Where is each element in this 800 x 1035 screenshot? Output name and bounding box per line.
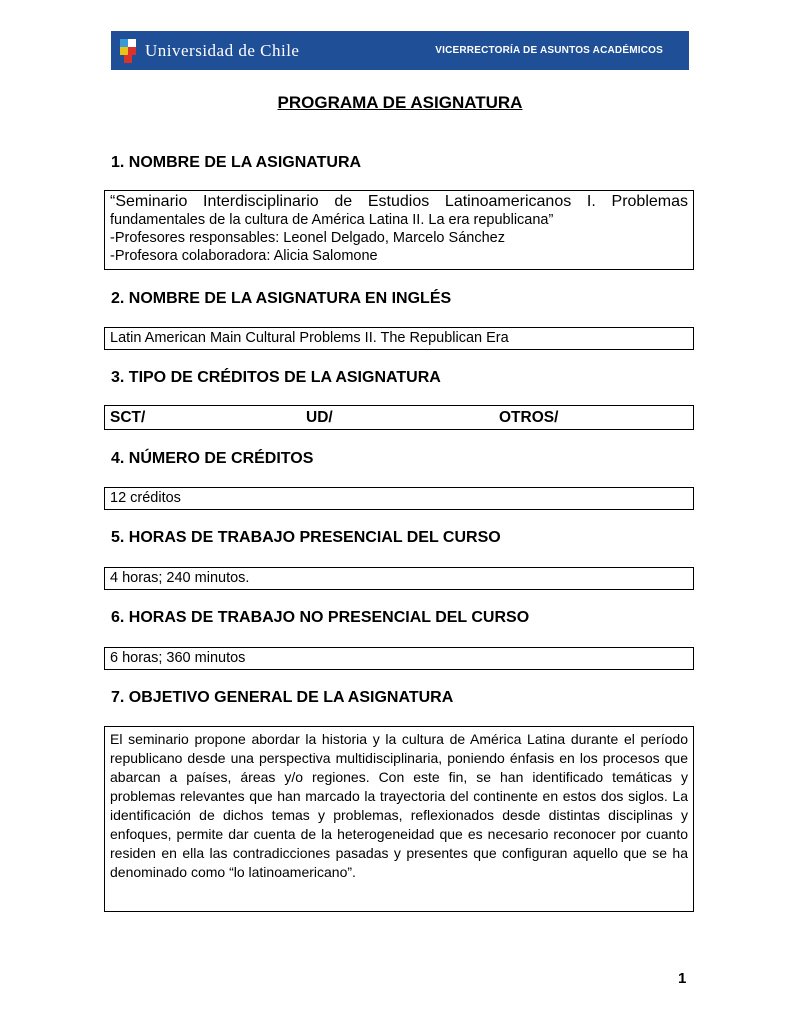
section-2-box bbox=[104, 327, 694, 350]
course-name-line-1: “Seminario Interdisciplinario de Estudios Latinoamericanos I. Problemas bbox=[110, 193, 688, 210]
header-banner bbox=[111, 31, 689, 70]
section-6-box bbox=[104, 647, 694, 670]
responsible-professors: -Profesores responsables: Leonel Delgado, Marcelo Sánchez bbox=[110, 230, 505, 246]
credit-type-otros: OTROS/ bbox=[499, 409, 559, 426]
course-name-line-2: fundamentales de la cultura de América Latina II. La era republicana” bbox=[110, 212, 554, 228]
institution-name: Universidad de Chile bbox=[145, 40, 300, 60]
section-7-box bbox=[104, 726, 694, 912]
section-2-heading: 2. NOMBRE DE LA ASIGNATURA EN INGLÉS bbox=[111, 290, 452, 307]
non-presential-hours: 6 horas; 360 minutos bbox=[110, 650, 246, 666]
section-3-heading: 3. TIPO DE CRÉDITOS DE LA ASIGNATURA bbox=[111, 369, 441, 386]
credit-count: 12 créditos bbox=[110, 490, 181, 506]
section-1-box bbox=[104, 190, 694, 270]
section-6-heading: 6. HORAS DE TRABAJO NO PRESENCIAL DEL CURSO bbox=[111, 609, 530, 626]
section-5-heading: 5. HORAS DE TRABAJO PRESENCIAL DEL CURSO bbox=[111, 529, 501, 546]
section-4-heading: 4. NÚMERO DE CRÉDITOS bbox=[111, 450, 314, 467]
page-number: 1 bbox=[678, 970, 687, 987]
general-objective-text: El seminario propone abordar la historia y la cultura de América Latina durante el período republicano desde una perspectiva multidisciplinaria, poniendo énfasis en los procesos que abarcan a países, áreas y/o regiones. Con este fin, se han identificado temáticas y problemas relevantes que han marcado la trayectoria del continente en estos dos siglos. La identificación de dichos temas y problemas, reflexionados desde distintas disciplinas y enfoques, permite dar cuenta de la heterogeneidad que es necesario reconocer por cuanto residen en ella las contradicciones pasadas y presentes que configuran aquello que se ha denominado como “lo latinoamericano”. bbox=[110, 731, 688, 880]
university-crest-icon bbox=[119, 38, 137, 64]
credit-type-ud: UD/ bbox=[306, 409, 333, 426]
document-title: PROGRAMA DE ASIGNATURA bbox=[277, 93, 523, 112]
credit-type-sct: SCT/ bbox=[110, 409, 146, 426]
section-7-heading: 7. OBJETIVO GENERAL DE LA ASIGNATURA bbox=[111, 689, 454, 706]
section-5-box bbox=[104, 567, 694, 590]
english-course-name: Latin American Main Cultural Problems II. The Republican Era bbox=[110, 330, 509, 346]
presential-hours: 4 horas; 240 minutos. bbox=[110, 570, 250, 586]
section-1-heading: 1. NOMBRE DE LA ASIGNATURA bbox=[111, 154, 362, 171]
section-3-box bbox=[104, 405, 694, 430]
section-4-box bbox=[104, 487, 694, 510]
office-name: VICERRECTORÍA DE ASUNTOS ACADÉMICOS bbox=[435, 45, 663, 56]
collaborating-professor: -Profesora colaboradora: Alicia Salomone bbox=[110, 248, 378, 264]
